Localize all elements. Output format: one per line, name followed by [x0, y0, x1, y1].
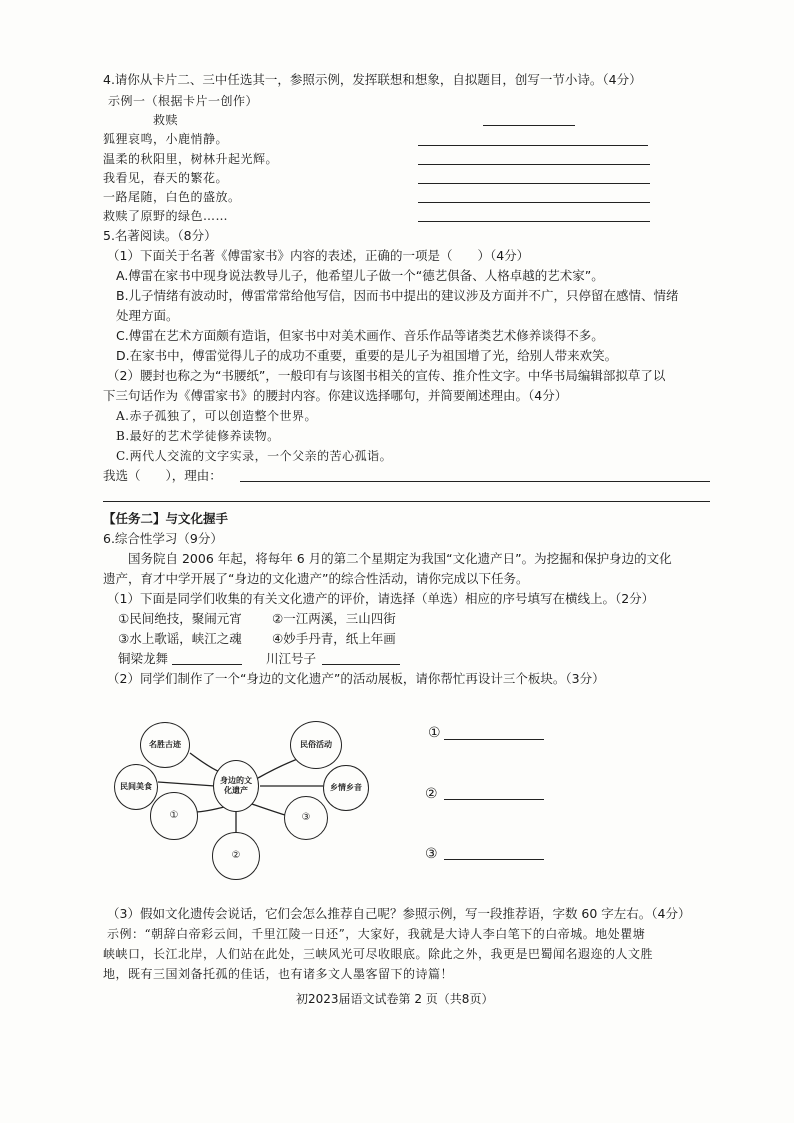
connector-top-left [190, 753, 220, 772]
connector-left [158, 782, 215, 786]
eval-option-1: ①民间绝技，聚闹元宵 [118, 611, 242, 626]
node-scenic-sites: 名胜古迹 [140, 722, 190, 768]
q6-part2: （2）同学们制作了一个“身边的文化遗产”的活动展板，请你帮忙再设计三个板块。（3分） [107, 671, 605, 686]
task2-heading: 【任务二】与文化握手 [103, 511, 229, 526]
board-blank-3[interactable] [444, 859, 544, 860]
q5-part2-cont: 下三句话作为《傅雷家书》的腰封内容。你建议选择哪句，并简要阐述理由。（4分） [103, 388, 568, 403]
node-blank-1[interactable]: ① [150, 792, 198, 840]
waistband-c: C.两代人交流的文字实录，一个父亲的苦心孤诣。 [116, 449, 393, 463]
poem-line-3: 我看见，春天的繁花。 [103, 171, 229, 185]
page-footer: 初2023届语文试卷第 2 页（共8页） [296, 992, 494, 1006]
q5-stem: 5.名著阅读。（8分） [103, 228, 217, 243]
node-hometown-dialect: 乡情乡音 [323, 765, 369, 811]
recommend-example-3: 地，既有三国刘备托孤的佳话，也有诸多文人墨客留下的诗篇！ [103, 967, 454, 981]
q5-option-b-cont: 处理方面。 [116, 308, 179, 323]
node-blank-3[interactable]: ③ [284, 796, 328, 840]
poem-line-1: 狐狸哀鸣，小鹿悄静。 [103, 132, 229, 146]
board-blank-1[interactable] [444, 739, 544, 740]
q5-option-d: D.在家书中，傅雷觉得儿子的成功不重要，重要的是儿子为祖国增了光，给别人带来欢笑。 [116, 348, 618, 363]
q4-stem: 4.请你从卡片二、三中任选其一，参照示例，发挥联想和想象，自拟题目，创写一节小诗。（4分） [103, 72, 642, 87]
q5-option-c: C.傅雷在艺术方面颇有造诣，但家书中对美术画作、音乐作品等诸类艺术修养谈得不多。 [116, 328, 604, 343]
q6-intro-cont: 遗产，育才中学开展了“身边的文化遗产”的综合性活动，请你完成以下任务。 [103, 571, 529, 586]
poem-line-5: 救赎了原野的绿色…… [103, 209, 229, 223]
q6-part1: （1）下面是同学们收集的有关文化遗产的评价，请选择（单选）相应的序号填写在横线上。（2分） [107, 591, 655, 606]
board-blank-2[interactable] [444, 799, 544, 800]
eval-option-3: ③水上歌谣，峡江之魂 [118, 631, 242, 646]
eval-option-4: ④妙手丹青，纸上年画 [272, 631, 396, 646]
recommend-example-2: 峡峡口，长江北岸，人们站在此处，三峡风光可尽收眼底。除此之外，我更是巴蜀闻名遐迩的人文胜 [103, 947, 654, 961]
node-center-heritage: 身边的文化遗产 [213, 760, 259, 812]
waistband-b: B.最好的艺术学徒修养读物。 [116, 429, 280, 443]
q5-option-b: B.儿子情绪有波动时，傅雷常常给他写信，因而书中提出的建议涉及方面并不广，只停留在感情、情绪 [116, 288, 679, 303]
q5-part2: （2）腰封也称之为“书腰纸”，一般印有与该图书相关的宣传、推介性文字。中华书局编辑部拟草了以 [107, 368, 666, 383]
q6-part3: （3）假如文化遗传会说话，它们会怎么推荐自己呢？参照示例，写一段推荐语，字数 60 字左右。（4分） [107, 906, 691, 921]
board-label-3: ③ [425, 846, 438, 862]
q6-intro: 国务院自 2006 年起，将每年 6 月的第二个星期定为我国“文化遗产日”。为挖掘和保护身边的文化 [128, 551, 672, 566]
connector-bottom-right [252, 804, 285, 815]
q6-stem: 6.综合性学习（9分） [103, 531, 223, 546]
board-label-2: ② [425, 786, 438, 802]
fill-label-boatman-chant: 川江号子 [266, 651, 317, 666]
eval-option-2: ②一江两溪，三山四街 [272, 611, 396, 626]
q5-option-a: A.傅雷在家书中现身说法教导儿子，他希望儿子做一个“德艺俱备、人格卓越的艺术家”。 [116, 268, 604, 283]
fill-label-dragon-dance: 铜梁龙舞 [118, 651, 169, 666]
q5-part1: （1）下面关于名著《傅雷家书》内容的表述，正确的一项是（ ）（4分） [107, 248, 530, 263]
poem-line-4: 一路尾随，白色的盛放。 [103, 190, 241, 204]
node-folk-activities: 民俗活动 [290, 721, 342, 769]
node-blank-2[interactable]: ② [212, 832, 260, 880]
board-label-1: ① [428, 725, 441, 741]
poem-line-2: 温柔的秋阳里，树林升起光辉。 [103, 152, 279, 166]
answer-prompt: 我选（ ），理由： [103, 468, 222, 483]
recommend-example-1: 示例：“朝辞白帝彩云间，千里江陵一日还”，大家好，我就是大诗人李白笔下的白帝城。地处瞿塘 [107, 927, 646, 941]
example-label: 示例一（根据卡片一创作） [108, 94, 259, 108]
node-folk-food: 民间美食 [114, 764, 158, 810]
waistband-a: A.赤子孤独了，可以创造整个世界。 [116, 409, 317, 423]
poem-title: 救赎 [153, 113, 179, 127]
